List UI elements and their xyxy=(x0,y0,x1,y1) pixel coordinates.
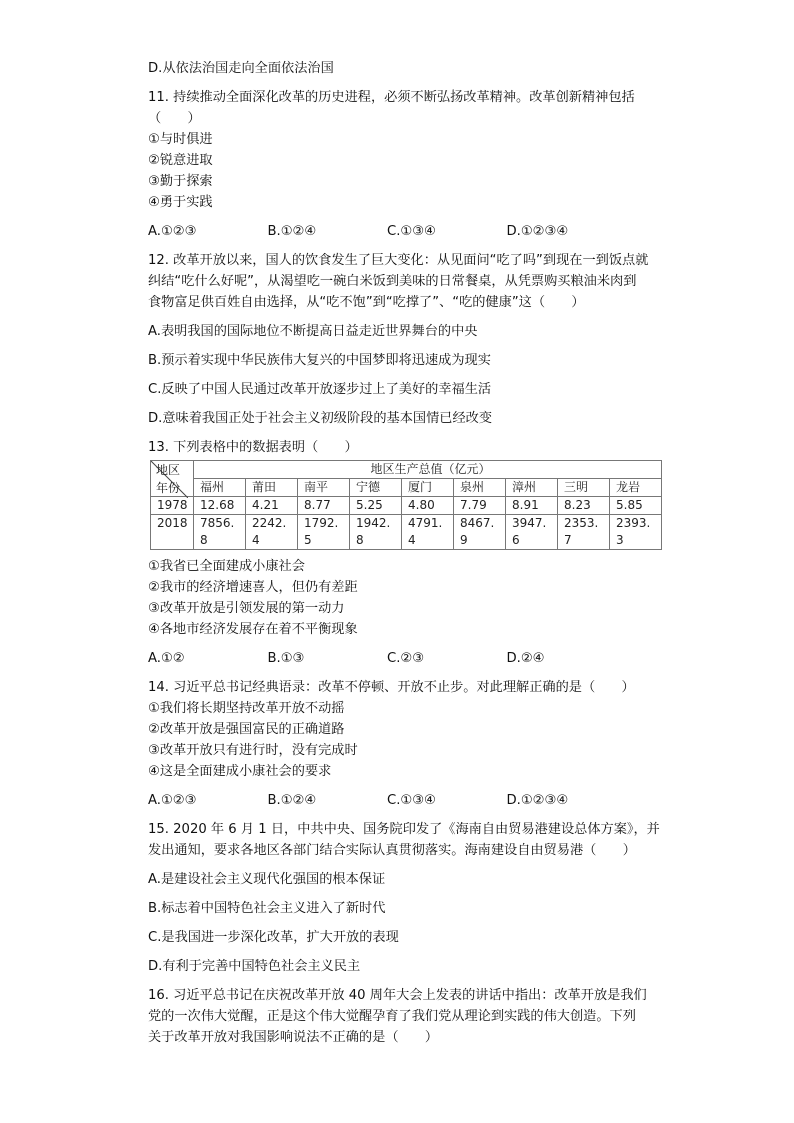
value-part: 5 xyxy=(304,533,312,547)
q14-option-d: D.①②③④ xyxy=(506,793,569,808)
value-part: 4791. xyxy=(408,516,443,530)
question-16 xyxy=(148,985,678,1048)
value-part: 3 xyxy=(616,533,624,547)
q13-item: ④各地市经济发展存在着不平衡现象 xyxy=(148,622,358,637)
value-cell xyxy=(506,515,558,550)
q11-item: ④勇于实践 xyxy=(148,195,213,210)
q13-item: ①我省已全面建成小康社会 xyxy=(148,559,305,574)
value-cell xyxy=(610,515,662,550)
value-part: 2242. xyxy=(252,516,287,530)
year-cell: 2018 xyxy=(151,515,194,550)
question-12 xyxy=(148,250,678,429)
value-part: 1792. xyxy=(304,516,339,530)
city-header: 福州 xyxy=(194,479,246,497)
city-header: 厦门 xyxy=(402,479,454,497)
value-cell: 12.68 xyxy=(194,497,246,515)
value-part: 7856. xyxy=(200,516,235,530)
city-header: 南平 xyxy=(298,479,350,497)
city-header: 泉州 xyxy=(454,479,506,497)
question-14 xyxy=(148,677,678,811)
q11-item: ②锐意进取 xyxy=(148,153,213,168)
q10-option-d: D.从依法治国走向全面依法治国 xyxy=(148,61,334,76)
value-part: 7 xyxy=(564,533,572,547)
q15-option-b: B.标志着中国特色社会主义进入了新时代 xyxy=(148,901,386,916)
value-part: 1942. xyxy=(356,516,391,530)
q12-stem-line: 食物富足供百姓自由选择，从“吃不饱”到“吃撑了”、“吃的健康”这（ ） xyxy=(148,295,585,310)
q11-option-b: B.①②④ xyxy=(267,224,317,239)
q11-stem-paren: （ ） xyxy=(148,111,201,126)
table-row xyxy=(151,515,662,550)
q15-stem-line: 发出通知，要求各地区各部门结合实际认真贯彻落实。海南建设自由贸易港（ ） xyxy=(148,843,636,858)
q14-item: ④这是全面建成小康社会的要求 xyxy=(148,764,332,779)
q12-option-c: C.反映了中国人民通过改革开放逐步过上了美好的幸福生活 xyxy=(148,382,492,397)
q16-stem-line: 党的一次伟大觉醒，正是这个伟大觉醒孕育了我们党从理论到实践的伟大创造。下列 xyxy=(148,1009,636,1024)
table-corner-cell xyxy=(151,461,194,497)
q11-options xyxy=(148,221,678,242)
q16-stem-line: 关于改革开放对我国影响说法不正确的是（ ） xyxy=(148,1030,439,1045)
q14-item: ②改革开放是强国富民的正确道路 xyxy=(148,722,345,737)
city-header: 宁德 xyxy=(350,479,402,497)
value-cell xyxy=(246,515,298,550)
value-cell xyxy=(350,515,402,550)
q14-item: ③改革开放只有进行时，没有完成时 xyxy=(148,743,358,758)
city-header: 龙岩 xyxy=(610,479,662,497)
value-cell: 8.77 xyxy=(298,497,350,515)
value-cell xyxy=(454,515,506,550)
city-header: 三明 xyxy=(558,479,610,497)
q13-item: ②我市的经济增速喜人，但仍有差距 xyxy=(148,580,358,595)
q12-stem-line: 纠结“吃什么好呢”，从渴望吃一碗白米饭到美味的日常餐桌，从凭票购买粮油米肉到 xyxy=(148,274,637,289)
q14-option-a: A.①②③ xyxy=(148,793,197,808)
value-part: 4 xyxy=(408,533,416,547)
corner-label-year: 年份 xyxy=(156,481,181,495)
q11-stem: 11. 持续推动全面深化改革的历史进程，必须不断弘扬改革精神。改革创新精神包括 xyxy=(148,90,635,105)
q12-option-a: A.表明我国的国际地位不断提高日益走近世界舞台的中央 xyxy=(148,324,478,339)
q13-stem: 13. 下列表格中的数据表明（ ） xyxy=(148,440,358,455)
question-sheet xyxy=(148,58,678,1048)
value-part: 3947. xyxy=(512,516,547,530)
q14-options xyxy=(148,790,678,811)
value-cell xyxy=(558,515,610,550)
q12-option-d: D.意味着我国正处于社会主义初级阶段的基本国情已经改变 xyxy=(148,411,493,426)
q15-option-d: D.有利于完善中国特色社会主义民主 xyxy=(148,959,361,974)
value-part: 8 xyxy=(356,533,364,547)
q13-option-c: C.②③ xyxy=(387,651,425,666)
question-11 xyxy=(148,87,678,242)
value-cell xyxy=(194,515,246,550)
q12-stem-line: 12. 改革开放以来，国人的饮食发生了巨大变化：从见面问“吃了吗”到现在一到饭点就 xyxy=(148,253,649,268)
q11-item: ③勤于探索 xyxy=(148,174,213,189)
q13-option-a: A.①② xyxy=(148,651,185,666)
table-header: 地区生产总值（亿元） xyxy=(194,461,662,479)
q15-option-a: A.是建设社会主义现代化强国的根本保证 xyxy=(148,872,386,887)
q16-stem-line: 16. 习近平总书记在庆祝改革开放 40 周年大会上发表的讲话中指出：改革开放是我们 xyxy=(148,988,647,1003)
value-part: 8467. xyxy=(460,516,495,530)
city-header: 漳州 xyxy=(506,479,558,497)
value-part: 6 xyxy=(512,533,520,547)
q14-option-c: C.①③④ xyxy=(387,793,436,808)
value-cell: 4.21 xyxy=(246,497,298,515)
q13-option-d: D.②④ xyxy=(506,651,545,666)
q14-option-b: B.①②④ xyxy=(267,793,317,808)
value-part: 9 xyxy=(460,533,468,547)
value-cell xyxy=(298,515,350,550)
gdp-table xyxy=(150,460,662,550)
value-cell xyxy=(402,515,454,550)
value-cell: 5.85 xyxy=(610,497,662,515)
q14-item: ①我们将长期坚持改革开放不动摇 xyxy=(148,701,345,716)
value-cell: 8.23 xyxy=(558,497,610,515)
q11-option-c: C.①③④ xyxy=(387,224,436,239)
q11-option-d: D.①②③④ xyxy=(506,224,569,239)
q13-option-b: B.①③ xyxy=(267,651,305,666)
q14-stem: 14. 习近平总书记经典语录：改革不停顿、开放不止步。对此理解正确的是（ ） xyxy=(148,680,635,695)
q15-stem-line: 15. 2020 年 6 月 1 日，中共中央、国务院印发了《海南自由贸易港建设总体方案》，并 xyxy=(148,822,660,837)
q13-options xyxy=(148,648,678,669)
q11-item: ①与时俱进 xyxy=(148,132,213,147)
value-cell: 8.91 xyxy=(506,497,558,515)
q13-item: ③改革开放是引领发展的第一动力 xyxy=(148,601,345,616)
value-part: 4 xyxy=(252,533,260,547)
value-cell: 4.80 xyxy=(402,497,454,515)
city-header: 莆田 xyxy=(246,479,298,497)
q12-option-b: B.预示着实现中华民族伟大复兴的中国梦即将迅速成为现实 xyxy=(148,353,491,368)
q15-option-c: C.是我国进一步深化改革，扩大开放的表现 xyxy=(148,930,399,945)
value-cell: 5.25 xyxy=(350,497,402,515)
corner-label-region: 地区 xyxy=(156,463,181,477)
question-15 xyxy=(148,819,678,977)
value-part: 2393. xyxy=(616,516,651,530)
table-row xyxy=(151,497,662,515)
value-cell: 7.79 xyxy=(454,497,506,515)
question-13 xyxy=(148,437,678,669)
q11-option-a: A.①②③ xyxy=(148,224,197,239)
value-part: 8 xyxy=(200,533,208,547)
year-cell: 1978 xyxy=(151,497,194,515)
value-part: 2353. xyxy=(564,516,599,530)
